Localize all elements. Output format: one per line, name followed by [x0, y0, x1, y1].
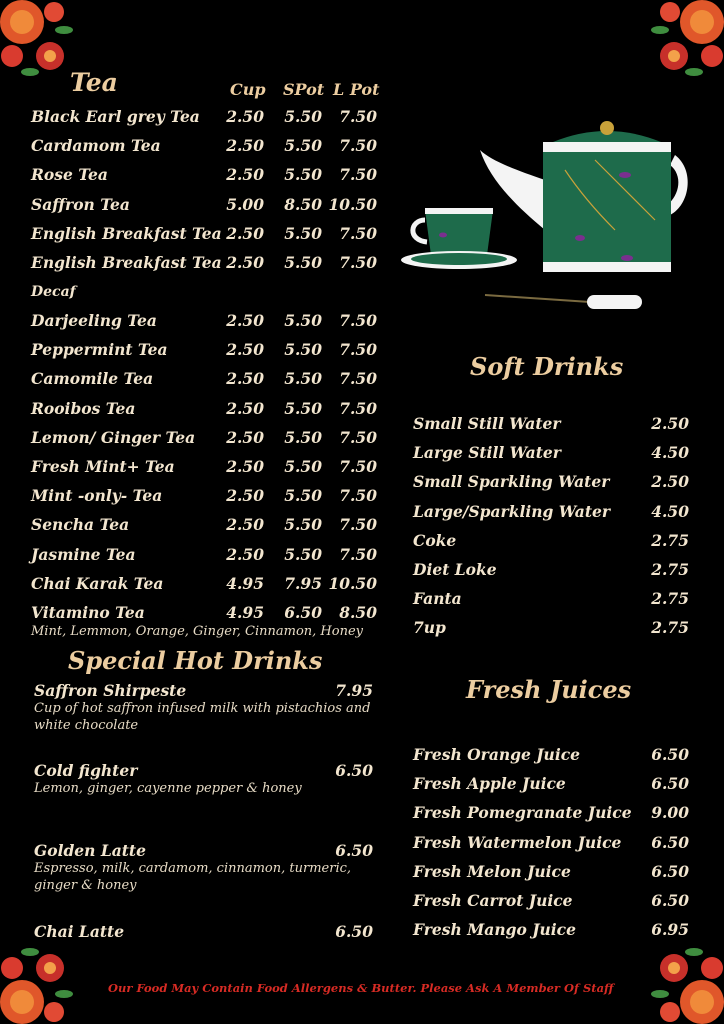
tea-row: [31, 515, 381, 537]
small-pot-price: 5.50: [284, 165, 322, 185]
item-price: 6.50: [651, 774, 689, 794]
soft-drink-row: [413, 618, 689, 640]
small-pot-price: 5.50: [284, 398, 322, 418]
item-name: 7up: [413, 618, 446, 638]
tea-row: [31, 195, 381, 217]
special-drink-description: Cup of hot saffron infused milk with pistachios and white chocolate: [34, 701, 371, 733]
cup-price: 4.95: [226, 603, 264, 622]
item-price: 2.50: [651, 472, 689, 492]
tea-name: Darjeeling Tea: [31, 311, 157, 330]
item-price: 6.50: [651, 745, 689, 764]
small-pot-price: 7.95: [284, 573, 322, 593]
soft-drinks-title: Soft Drinks: [470, 352, 624, 381]
tea-row: [31, 136, 381, 158]
soft-drink-row: [413, 502, 689, 524]
cup-price: 4.95: [226, 573, 264, 593]
special-hot-drinks-title: Special Hot Drinks: [68, 646, 323, 675]
item-price: 2.75: [651, 589, 689, 609]
cup-price: 2.50: [226, 427, 264, 447]
juice-row: [413, 920, 689, 942]
tea-row: [31, 224, 381, 246]
special-drink-name: Saffron Shirpeste: [34, 681, 187, 700]
cup-price: 2.50: [226, 253, 264, 272]
large-pot-price: 7.50: [339, 544, 377, 564]
tea-name: Fresh Mint+ Tea: [31, 457, 175, 476]
small-pot-price: 5.50: [284, 544, 322, 564]
item-price: 2.75: [651, 560, 689, 579]
special-drink-item: [34, 681, 379, 734]
special-drink-description: Espresso, milk, cardamom, cinnamon, turmeric, ginger & honey: [34, 861, 352, 893]
special-drink-name: Cold fighter: [34, 761, 138, 780]
large-pot-price: 8.50: [339, 603, 377, 622]
special-drink-item: [34, 922, 379, 941]
flower-decoration-bottom-right: [644, 944, 724, 1024]
special-drink-description: Lemon, ginger, cayenne pepper & honey: [34, 781, 302, 796]
tea-name: Saffron Tea: [31, 194, 130, 214]
item-name: Small Sparkling Water: [413, 472, 610, 492]
item-name: Coke: [413, 530, 457, 550]
cup-price: 2.50: [226, 544, 264, 564]
special-drink-price: 6.50: [335, 761, 373, 780]
tea-row: [31, 399, 381, 421]
tea-name: Rooibos Tea: [31, 398, 136, 418]
item-price: 6.50: [651, 891, 689, 910]
allergen-warning: Our Food May Contain Food Allergens & Butter. Please Ask A Member Of Staff: [108, 981, 614, 995]
tea-name: Lemon/ Ginger Tea: [31, 427, 196, 447]
item-price: 4.50: [651, 501, 689, 521]
cup-price: 2.50: [226, 515, 264, 535]
tea-row: [31, 603, 381, 625]
item-name: Large Still Water: [413, 443, 561, 463]
item-price: 6.50: [651, 832, 689, 852]
tea-name: Vitamino Tea: [31, 603, 145, 622]
tea-name: Chai Karak Tea: [31, 573, 164, 593]
tea-row: [31, 311, 381, 333]
column-header-large-pot: L Pot: [333, 80, 380, 99]
large-pot-price: 7.50: [339, 253, 377, 272]
small-pot-price: 5.50: [284, 369, 322, 389]
tea-name: Rose Tea: [31, 165, 108, 185]
large-pot-price: 7.50: [339, 311, 377, 330]
item-price: 2.50: [651, 414, 689, 433]
small-pot-price: 5.50: [284, 427, 322, 447]
cup-price: 2.50: [226, 311, 264, 330]
tea-row: [31, 107, 381, 129]
large-pot-price: 7.50: [339, 398, 377, 418]
tea-name: English Breakfast Tea: [31, 223, 222, 243]
tea-name: Jasmine Tea: [31, 544, 136, 564]
large-pot-price: 7.50: [339, 223, 377, 243]
cup-price: 2.50: [226, 457, 264, 476]
tea-name: Mint -only- Tea: [31, 486, 163, 506]
small-pot-price: 5.50: [284, 515, 322, 535]
tea-name: Peppermint Tea: [31, 340, 168, 360]
tea-name: Black Earl grey Tea: [31, 107, 200, 126]
cup-price: 2.50: [226, 398, 264, 418]
large-pot-price: 7.50: [339, 486, 377, 506]
item-name: Large/Sparkling Water: [413, 501, 611, 521]
flower-decoration-bottom-left: [0, 944, 80, 1024]
large-pot-price: 7.50: [339, 427, 377, 447]
tea-row: [31, 340, 381, 362]
item-name: Fresh Mango Juice: [413, 920, 576, 940]
item-price: 4.50: [651, 443, 689, 463]
soft-drink-row: [413, 443, 689, 465]
large-pot-price: 7.50: [339, 457, 377, 476]
column-header-cup: Cup: [230, 80, 266, 99]
cup-price: 2.50: [226, 369, 264, 389]
item-name: Fresh Melon Juice: [413, 861, 571, 881]
item-price: 6.95: [651, 920, 689, 940]
large-pot-price: 7.50: [339, 369, 377, 389]
tea-name: English Breakfast Tea: [31, 253, 222, 272]
item-name: Fresh Apple Juice: [413, 774, 566, 794]
large-pot-price: 7.50: [339, 107, 377, 126]
fresh-juices-title: Fresh Juices: [466, 675, 632, 704]
vitamino-note: Mint, Lemmon, Orange, Ginger, Cinnamon, Honey: [31, 624, 363, 639]
tea-name: Sencha Tea: [31, 515, 130, 535]
cup-price: 2.50: [226, 107, 264, 126]
item-name: Fresh Pomegranate Juice: [413, 803, 632, 823]
item-name: Fresh Orange Juice: [413, 745, 581, 764]
small-pot-price: 5.50: [284, 223, 322, 243]
tea-row: [31, 369, 381, 391]
special-drink-item: [34, 841, 379, 894]
column-header-small-pot: SPot: [283, 80, 325, 99]
large-pot-price: 7.50: [339, 165, 377, 185]
flower-decoration-top-left: [0, 0, 80, 80]
soft-drink-row: [413, 560, 689, 582]
small-pot-price: 6.50: [284, 603, 322, 622]
item-price: 2.75: [651, 618, 689, 638]
soft-drink-row: [413, 472, 689, 494]
tea-row: [31, 457, 381, 479]
juice-row: [413, 774, 689, 796]
tea-section-title: Tea: [70, 68, 118, 97]
juice-row: [413, 862, 689, 884]
tea-row: [31, 486, 381, 508]
special-drink-item: [34, 761, 379, 797]
item-price: 6.50: [651, 861, 689, 881]
item-name: Small Still Water: [413, 414, 561, 433]
large-pot-price: 7.50: [339, 136, 377, 156]
soft-drink-row: [413, 531, 689, 553]
cup-price: 2.50: [226, 223, 264, 243]
tea-row: [31, 165, 381, 187]
decaf-label: Decaf: [31, 284, 76, 300]
cup-price: 5.00: [226, 194, 264, 214]
tea-row: [31, 545, 381, 567]
juice-row: [413, 745, 689, 767]
large-pot-price: 10.50: [328, 194, 377, 214]
tea-name: Cardamom Tea: [31, 136, 161, 156]
item-name: Fresh Carrot Juice: [413, 891, 573, 910]
tea-row: [31, 428, 381, 450]
cup-price: 2.50: [226, 486, 264, 506]
cup-price: 2.50: [226, 340, 264, 360]
small-pot-price: 5.50: [284, 253, 322, 272]
cup-price: 2.50: [226, 136, 264, 156]
small-pot-price: 5.50: [284, 136, 322, 156]
special-drink-name: Golden Latte: [34, 841, 146, 860]
special-drink-price: 7.95: [335, 681, 373, 700]
juice-row: [413, 891, 689, 913]
item-price: 9.00: [651, 803, 689, 823]
soft-drink-row: [413, 589, 689, 611]
tea-row: [31, 253, 381, 275]
item-name: Diet Loke: [413, 560, 497, 579]
soft-drink-row: [413, 414, 689, 436]
large-pot-price: 10.50: [328, 573, 377, 593]
large-pot-price: 7.50: [339, 340, 377, 360]
special-drink-price: 6.50: [335, 922, 373, 941]
juice-row: [413, 803, 689, 825]
small-pot-price: 5.50: [284, 486, 322, 506]
cup-price: 2.50: [226, 165, 264, 185]
small-pot-price: 5.50: [284, 311, 322, 330]
large-pot-price: 7.50: [339, 515, 377, 535]
special-drink-name: Chai Latte: [34, 922, 125, 941]
tea-row: [31, 574, 381, 596]
small-pot-price: 5.50: [284, 457, 322, 476]
small-pot-price: 5.50: [284, 107, 322, 126]
flower-decoration-top-right: [644, 0, 724, 80]
item-name: Fresh Watermelon Juice: [413, 832, 622, 852]
tea-name: Camomile Tea: [31, 369, 154, 389]
small-pot-price: 5.50: [284, 340, 322, 360]
item-name: Fanta: [413, 589, 462, 609]
teapot-illustration: [395, 110, 695, 325]
special-drink-price: 6.50: [335, 841, 373, 860]
item-price: 2.75: [651, 530, 689, 550]
juice-row: [413, 833, 689, 855]
small-pot-price: 8.50: [284, 194, 322, 214]
